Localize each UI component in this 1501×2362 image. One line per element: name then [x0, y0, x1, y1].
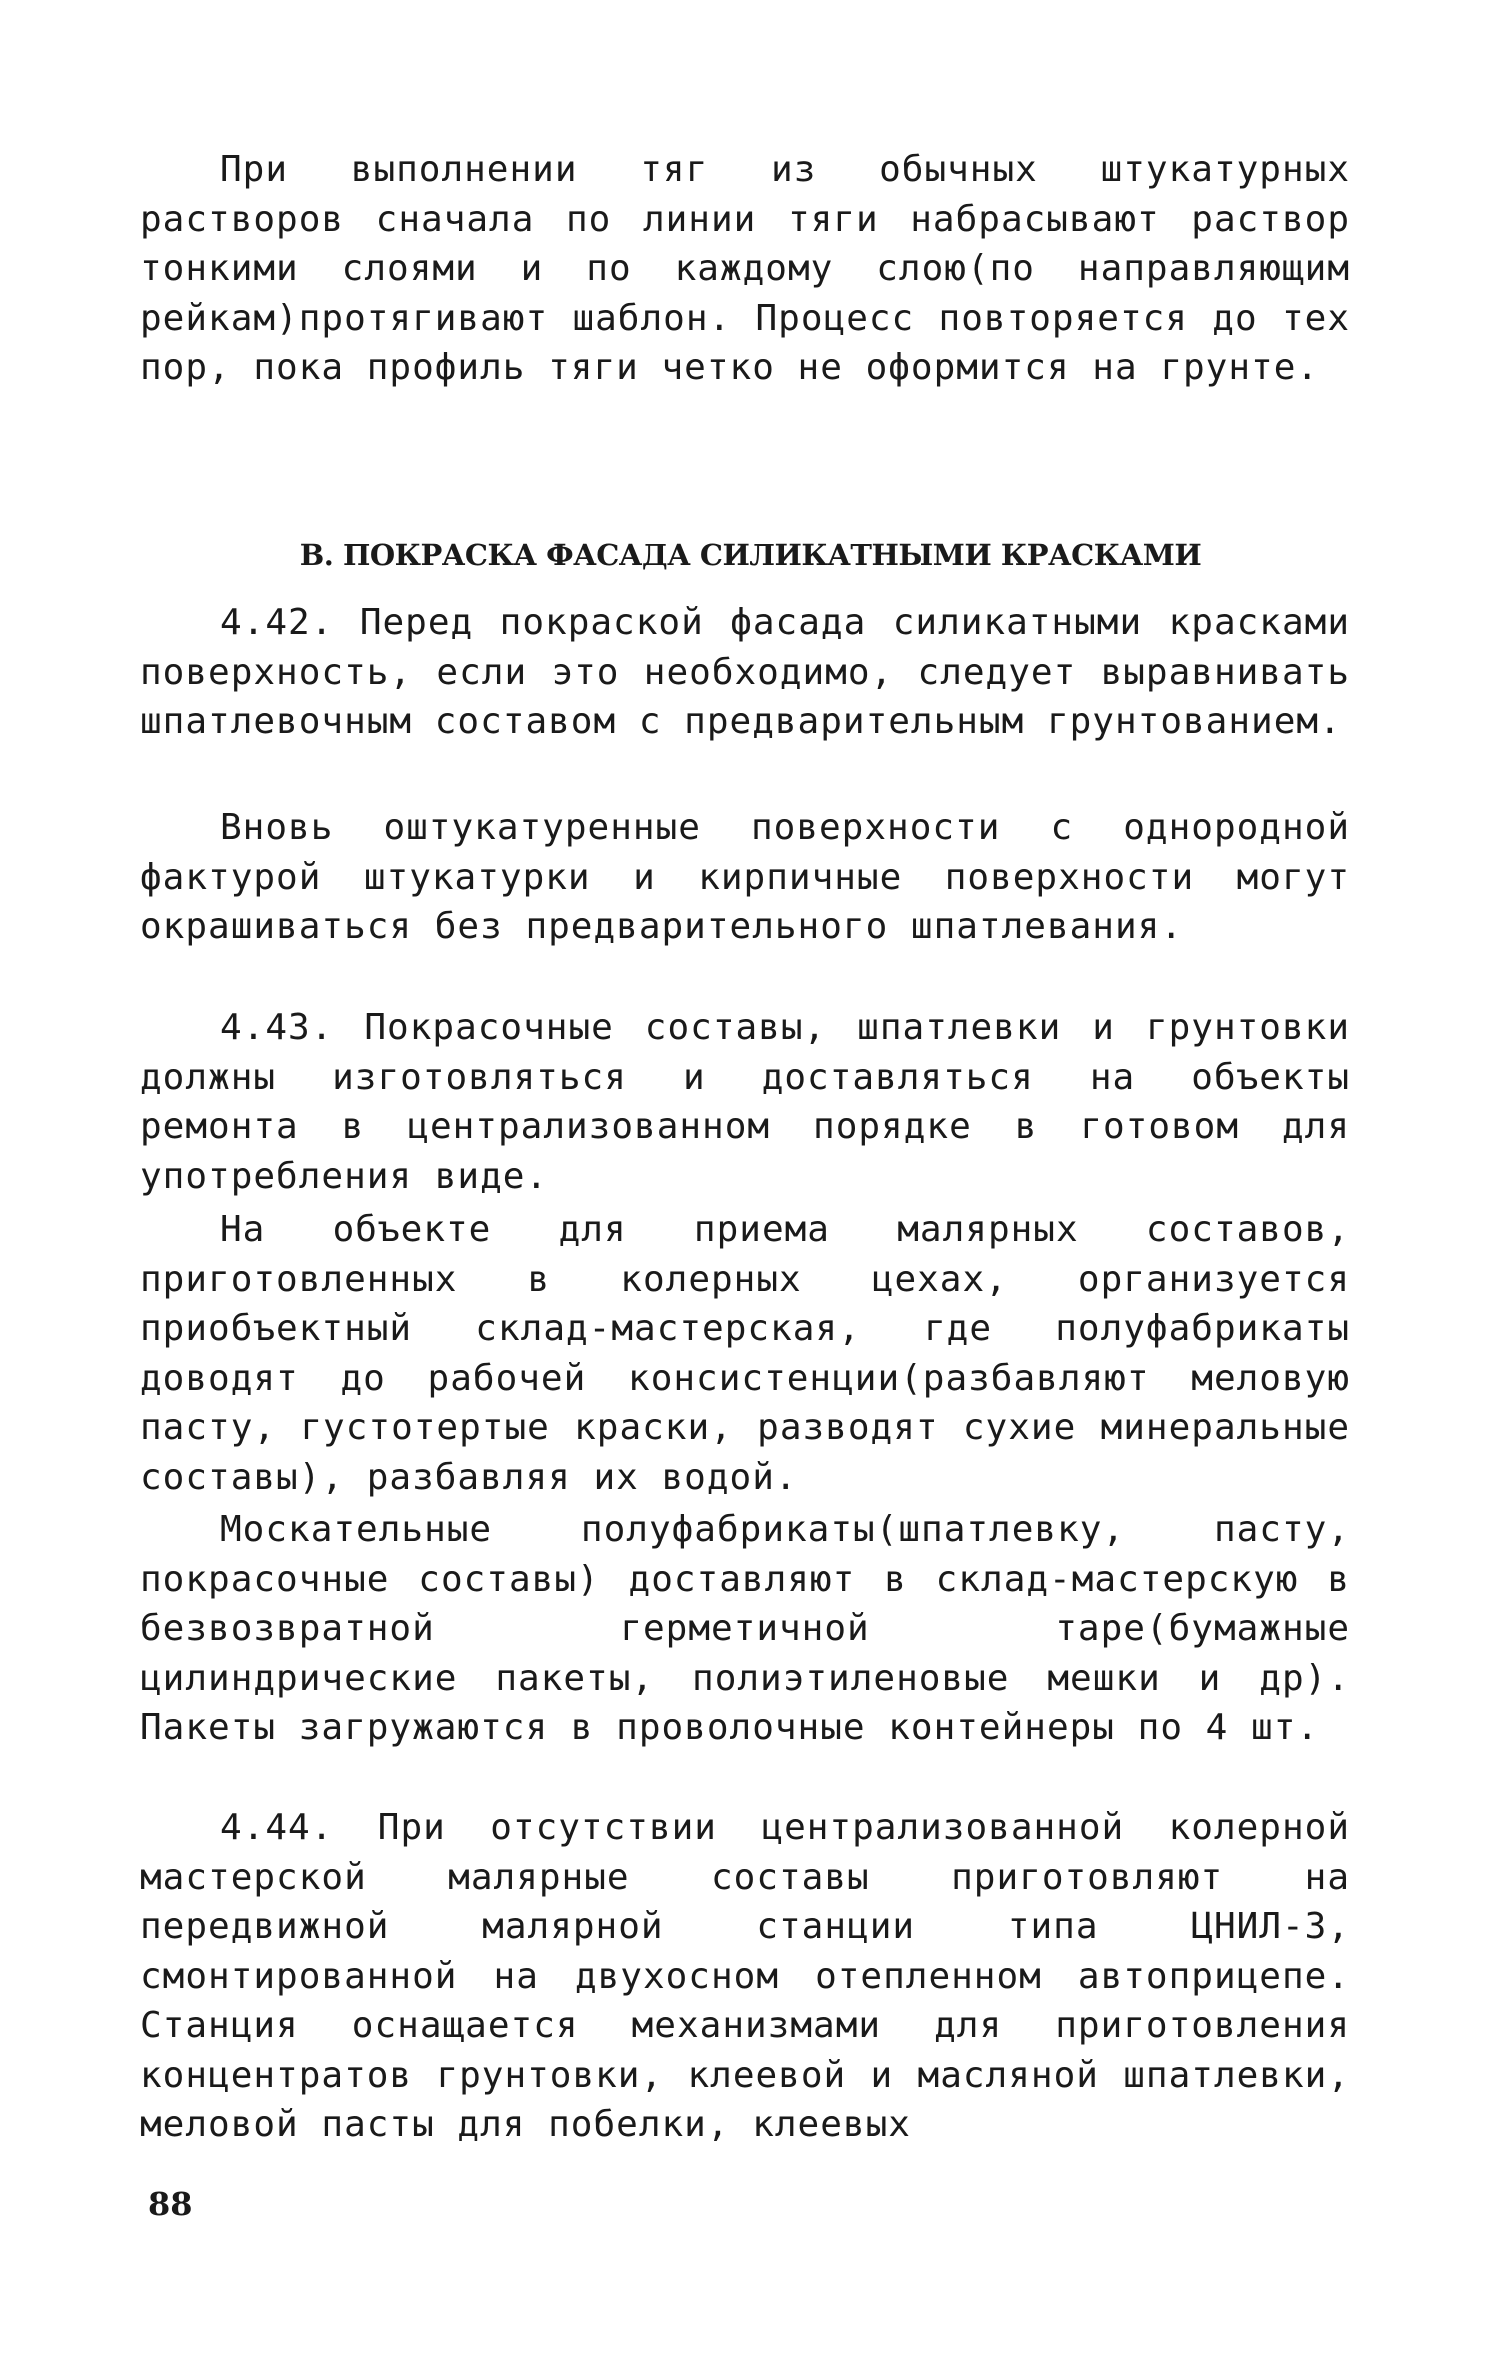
page-number: 88 [148, 2185, 193, 2223]
paragraph-4-42: 4.42. Перед покраской фасада силикатными красками поверхность, если это необходимо, следует выравнивать шпатлевочным составом с предварительным грунтованием. [140, 602, 1350, 742]
paragraph-4-43: 4.43. Покрасочные составы, шпатлевки и грунтовки должны изготовляться и доставляться на объекты ремонта в централизованном порядке в готовом для употребления виде. [140, 1007, 1350, 1197]
paragraph-new-plaster: Вновь оштукатуренные поверхности с однородной фактурой штукатурки и кирпичные поверхности могут окрашиваться без предварительного шпатлевания. [140, 807, 1350, 947]
paragraph-tyagi: При выполнении тяг из обычных штукатурных растворов сначала по линии тяги набрасывают раствор тонкими слоями и по каждому слою(по направляющим рейкам)протягивают шаблон. Процесс повторяется до тех пор, пока профиль тяги четко не оформится на грунте. [140, 149, 1350, 388]
paragraph-4-44: 4.44. При отсутствии централизованной колерной мастерской малярные составы приготовляют на передвижной малярной станции типа ЦНИЛ-3, смонтированной на двухосном отепленном автоприцепе. Станция оснащается механизмами для приготовления концентратов грунтовки, клеевой и масляной шпатлевки, меловой пасты для побелки, клеевых [140, 1807, 1350, 2145]
paragraph-site-workshop: На объекте для приема малярных составов, приготовленных в колерных цехах, организуется приобъектный склад-мастерская, где полуфабрикаты доводят до рабочей консистенции(разбавляют меловую пасту, густотертые краски, разводят сухие минеральные составы), разбавляя их водой. [140, 1209, 1350, 1498]
section-heading: В. ПОКРАСКА ФАСАДА СИЛИКАТНЫМИ КРАСКАМИ [299, 538, 1202, 572]
paragraph-semi-products: Москательные полуфабрикаты(шпатлевку, пасту, покрасочные составы) доставляют в склад-мастерскую в безвозвратной герметичной таре(бумажные цилиндрические пакеты, полиэтиленовые мешки и др). Пакеты загружаются в проволочные контейнеры по 4 шт. [140, 1509, 1350, 1748]
